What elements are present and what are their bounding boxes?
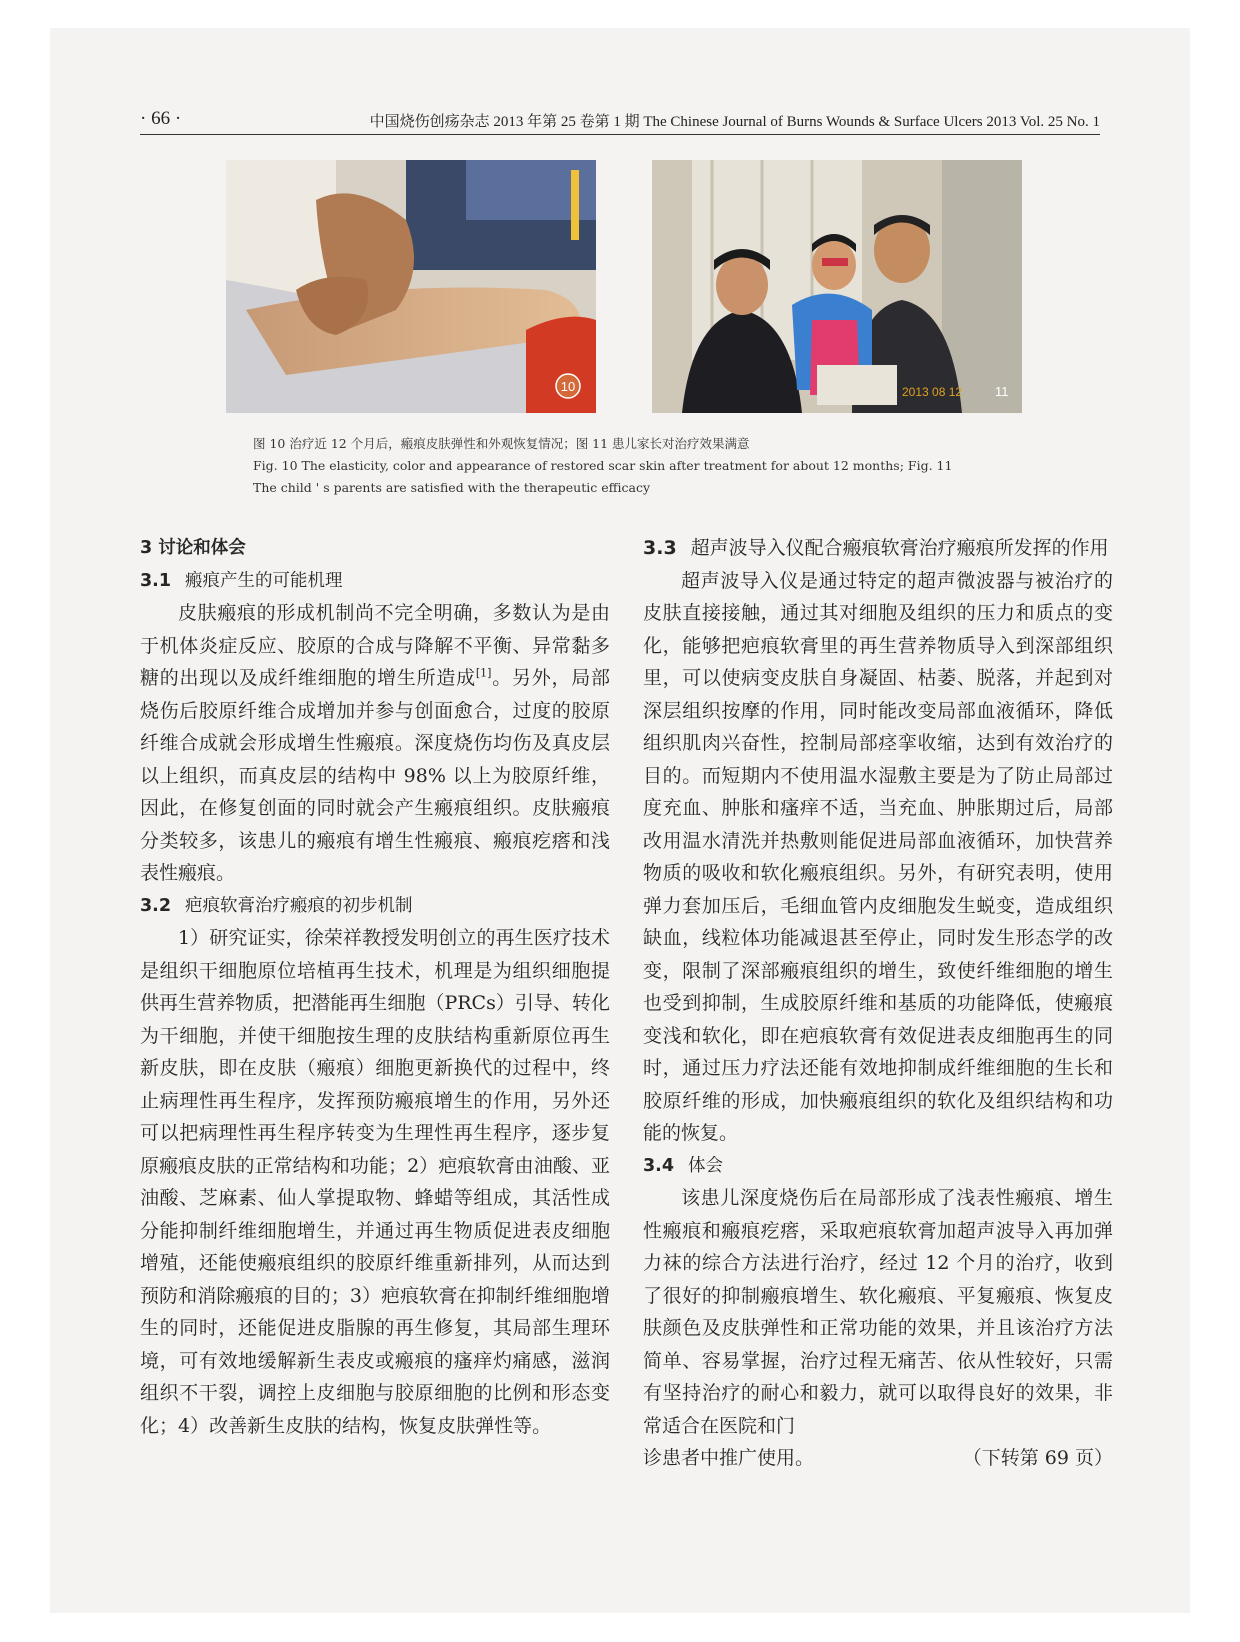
section-3-1-number: 3.1 [140, 570, 172, 591]
figure-caption [253, 433, 1013, 499]
caption-zh: 图 10 治疗近 12 个月后，瘢痕皮肤弹性和外观恢复情况；图 11 患儿家长对治疗效果满意 [253, 436, 750, 451]
figure-11-date-stamp: 2013 08 12 [902, 385, 963, 399]
section-3-1-heading [140, 565, 610, 598]
journal-title: 中国烧伤创疡杂志 2013 年第 25 卷第 1 期 The Chinese Journal of Burns Wounds & Surface Ulcers 2013 Vol. 25 No. 1 [369, 114, 1100, 130]
figure-11-photo [652, 160, 1022, 413]
paragraph-3-4-end: 诊患者中推广使用。 [643, 1447, 815, 1469]
paragraph-3-1 [140, 597, 610, 890]
section-3-3-title: 超声波导入仪配合瘢痕软膏治疗瘢痕所发挥的作用 [690, 537, 1109, 559]
paragraph-3-4: 该患儿深度烧伤后在局部形成了浅表性瘢痕、增生性瘢痕和瘢痕疙瘩，采取疤痕软膏加超声波导入再加弹力袜的综合方法进行治疗，经过 12 个月的治疗，收到了很好的抑制瘢痕增生、软化瘢痕、平复瘢痕、恢复皮肤颜色及皮肤弹性和正常功能的效果，并且该治疗方法简单、容易掌握，治疗过程无痛苦、依从性较好，只需有坚持治疗的耐心和毅力，就可以取得良好的效果，非常适合在医院和门 [643, 1187, 1113, 1437]
citation-ref-1: [1] [475, 666, 492, 680]
figure-11-label: 11 [995, 384, 1009, 399]
paragraph-3-1-text: 皮肤瘢痕的形成机制尚不完全明确，多数认为是由于机体炎症反应、胶原的合成与降解不平衡、异常黏多糖的出现以及成纤维细胞的增生所造成 [140, 602, 610, 689]
paragraph-3-1-text-cont: 。另外，局部烧伤后胶原纤维合成增加并参与创面愈合，过度的胶原纤维合成就会形成增生性瘢痕。深度烧伤均伤及真皮层以上组织，而真皮层的结构中 98% 以上为胶原纤维，因此，在修复创面的同时就会产生瘢痕组织。皮肤瘢痕分类较多，该患儿的瘢痕有增生性瘢痕、瘢痕疙瘩和浅表性瘢痕。 [140, 667, 610, 884]
paragraph-3-3: 超声波导入仪是通过特定的超声微波器与被治疗的皮肤直接接触，通过其对细胞及组织的压力和质点的变化，能够把疤痕软膏里的再生营养物质导入到深部组织里，可以使病变皮肤自身凝固、枯萎、脱落，并起到对深层组织按摩的作用，同时能改变局部血液循环，降低组织肌肉兴奋性，控制局部痉挛收缩，达到有效治疗的目的。而短期内不使用温水湿敷主要是为了防止局部过度充血、肿胀和瘙痒不适，当充血、肿胀期过后，局部改用温水清洗并热敷则能促进局部血液循环，加快营养物质的吸收和软化瘢痕组织。另外，有研究表明，使用弹力套加压后，毛细血管内皮细胞发生蜕变，造成组织缺血，线粒体功能减退甚至停止，同时发生形态学的改变，限制了深部瘢痕组织的增生，致使纤维细胞的增生也受到抑制，生成胶原纤维和基质的功能降低，使瘢痕变浅和软化，即在疤痕软膏有效促进表皮细胞再生的同时，通过压力疗法还能有效地抑制成纤维细胞的生长和胶原纤维的形成，加快瘢痕组织的软化及组织结构和功能的恢复。 [643, 569, 1113, 1144]
figure-10-label: 10 [560, 379, 576, 394]
section-3-4-title: 体会 [688, 1155, 724, 1176]
section-3-1-title: 瘢痕产生的可能机理 [185, 570, 343, 591]
section-3-4-number: 3.4 [643, 1155, 675, 1176]
figure-10-photo [226, 160, 596, 413]
caption-en-line2: The child ' s parents are satisfied with the therapeutic efficacy [253, 480, 651, 495]
paragraph-3-4-last-line [643, 1442, 1113, 1475]
right-column [643, 532, 1113, 1475]
left-column [140, 532, 610, 1442]
section-3-heading: 3 讨论和体会 [140, 538, 246, 558]
section-3-2-number: 3.2 [140, 895, 172, 916]
running-header [140, 104, 1100, 135]
paragraph-3-2: 1）研究证实，徐荣祥教授发明创立的再生医疗技术是组织干细胞原位培植再生技术，机理是为组织细胞提供再生营养物质，把潜能再生细胞（PRCs）引导、转化为干细胞，并使干细胞按生理的皮肤结构重新原位再生新皮肤，即在皮肤（瘢痕）细胞更新换代的过程中，终止病理性再生程序，发挥预防瘢痕增生的作用，另外还可以把病理性再生程序转变为生理性再生程序，逐步复原瘢痕皮肤的正常结构和功能；2）疤痕软膏由油酸、亚油酸、芝麻素、仙人掌提取物、蜂蜡等组成，其活性成分能抑制纤维细胞增生，并通过再生物质促进表皮细胞增殖，还能使瘢痕组织的胶原纤维重新排列，从而达到预防和消除瘢痕的目的；3）疤痕软膏在抑制纤维细胞增生的同时，还能促进皮脂腺的再生修复，其局部生理环境，可有效地缓解新生表皮或瘢痕的瘙痒灼痛感，滋润组织不干裂，调控上皮细胞与胶原细胞的比例和形态变化；4）改善新生皮肤的结构，恢复皮肤弹性等。 [140, 927, 610, 1437]
page-number: · 66 · [140, 108, 182, 129]
section-3-4-heading [643, 1150, 1113, 1183]
section-3-3-number: 3.3 [643, 537, 677, 559]
continued-on-page: （下转第 69 页） [962, 1447, 1113, 1469]
section-3-2-title: 疤痕软膏治疗瘢痕的初步机制 [185, 895, 413, 916]
caption-en-line1: Fig. 10 The elasticity, color and appearance of restored scar skin after treatment for about 12 months; Fig. 11 [253, 458, 953, 473]
section-3-2-heading [140, 890, 610, 923]
section-3-3-heading [643, 532, 1113, 565]
